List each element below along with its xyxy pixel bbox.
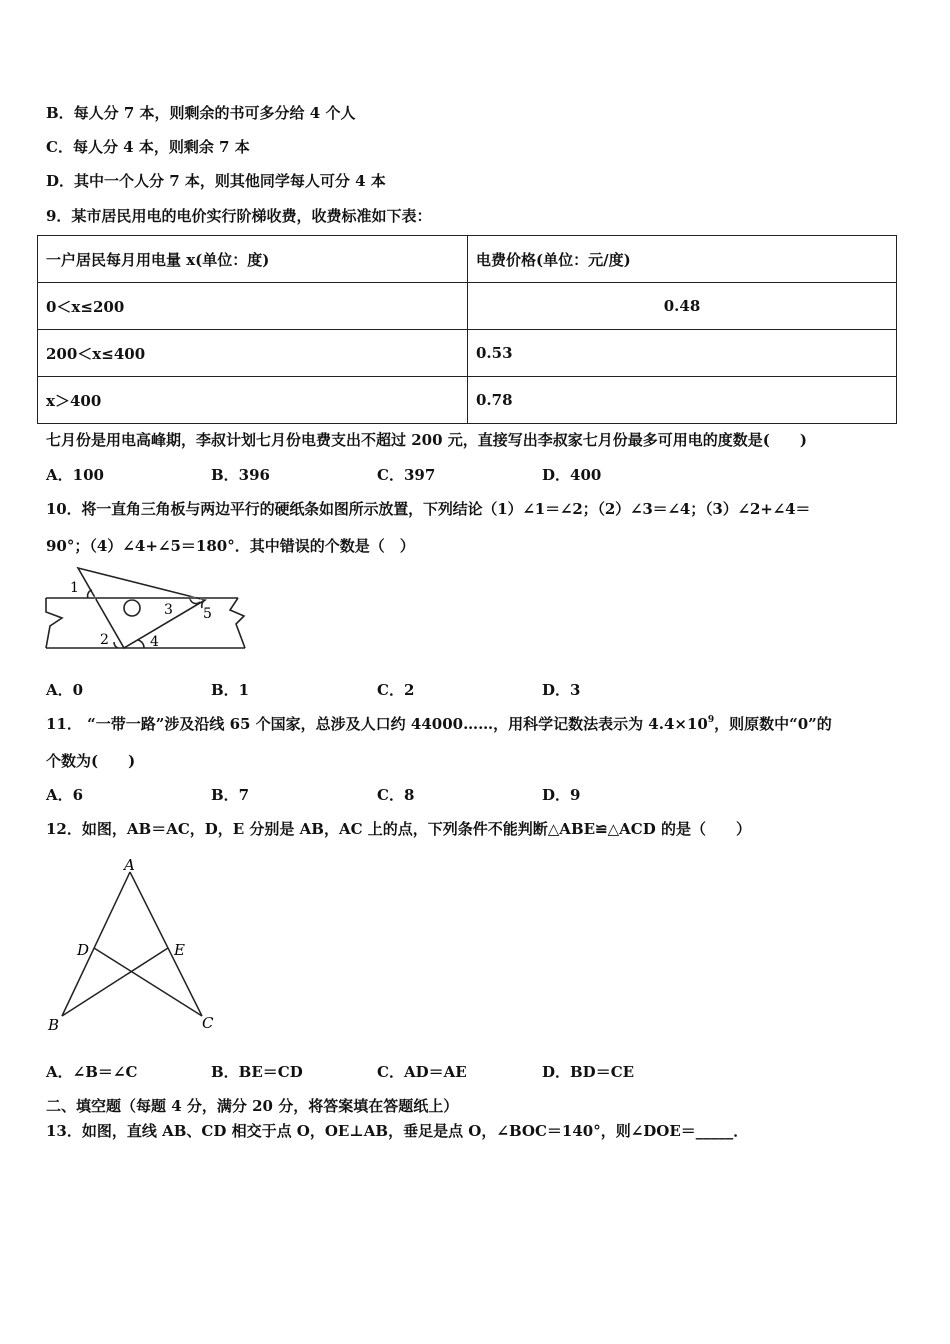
point-label-e: E xyxy=(174,941,185,959)
q11-option-b: B．7 xyxy=(211,786,250,804)
table-cell: 0＜x≤200 xyxy=(38,283,468,330)
table-row xyxy=(38,330,897,377)
vertex-label-c: C xyxy=(202,1014,214,1032)
q9-option-a: A．100 xyxy=(46,466,104,484)
q11-stem-pre: 11． “一带一路”涉及沿线 65 个国家，总涉及人口约 44000……，用科学记数法表示为 4.4×10 xyxy=(46,715,708,733)
q8-option-b: B．每人分 7 本，则剩余的书可多分给 4 个人 xyxy=(46,104,356,122)
table-cell: 0.78 xyxy=(468,377,897,424)
q9-option-d: D．400 xyxy=(542,466,602,484)
section-title: 二、填空题（每题 4 分，满分 20 分，将答案填在答题纸上） xyxy=(46,1097,459,1115)
q9-option-b: B．396 xyxy=(211,466,270,484)
q8-option-d: D．其中一个人分 7 本，则其他同学每人可分 4 本 xyxy=(46,172,386,190)
table-header-cell: 一户居民每月用电量 x(单位：度) xyxy=(38,236,468,283)
q11-option-c: C．8 xyxy=(377,786,415,804)
table-row xyxy=(38,283,897,330)
table-cell: 0.53 xyxy=(468,330,897,377)
table-cell: 200＜x≤400 xyxy=(38,330,468,377)
q12-option-c: C．AD＝AE xyxy=(377,1063,467,1081)
angle-label-1: 1 xyxy=(70,580,79,596)
q9-stem: 9．某市居民用电的电价实行阶梯收费，收费标准如下表： xyxy=(46,207,432,225)
q12-stem: 12．如图，AB＝AC，D，E 分别是 AB，AC 上的点，下列条件不能判断△ABE≌△ACD 的是（ ） xyxy=(46,820,751,838)
q9-question: 七月份是用电高峰期，李叔计划七月份电费支出不超过 200 元，直接写出李叔家七月份最多可用电的度数是( ) xyxy=(46,431,807,449)
angle-label-4: 4 xyxy=(150,634,159,650)
q10-option-d: D．3 xyxy=(542,681,581,699)
q13-stem: 13．如图，直线 AB、CD 相交于点 O，OE⊥AB，垂足是点 O，∠BOC＝140°，则∠DOE＝_____． xyxy=(46,1122,749,1140)
point-label-d: D xyxy=(77,941,90,959)
isosceles-triangle-figure xyxy=(40,852,230,1037)
table-row xyxy=(38,377,897,424)
triangle-strip-figure xyxy=(40,562,250,657)
q12-option-d: D．BD＝CE xyxy=(542,1063,635,1081)
q10-option-b: B．1 xyxy=(211,681,250,699)
q11-exponent: 9 xyxy=(707,715,715,725)
angle-label-2: 2 xyxy=(100,632,109,648)
q10-stem-line1: 10．将一直角三角板与两边平行的硬纸条如图所示放置，下列结论（1）∠1＝∠2；（2）∠3＝∠4；（3）∠2+∠4＝ xyxy=(46,500,811,518)
q8-option-c: C．每人分 4 本，则剩余 7 本 xyxy=(46,138,250,156)
angle-label-5: 5 xyxy=(203,606,212,622)
q10-option-a: A．0 xyxy=(46,681,84,699)
q11-stem-line1 xyxy=(46,714,832,734)
q11-option-a: A．6 xyxy=(46,786,84,804)
table-cell: x＞400 xyxy=(38,377,468,424)
q11-stem-post: ，则原数中“0”的 xyxy=(714,715,832,733)
q10-stem-line2: 90°；（4）∠4+∠5＝180°．其中错误的个数是（ ） xyxy=(46,537,415,555)
table-header-cell: 电费价格(单位：元/度) xyxy=(468,236,897,283)
electricity-price-table xyxy=(37,235,897,424)
q11-option-d: D．9 xyxy=(542,786,581,804)
vertex-label-a: A xyxy=(124,856,135,874)
q12-option-b: B．BE＝CD xyxy=(211,1063,303,1081)
q12-option-a: A．∠B＝∠C xyxy=(46,1063,138,1081)
q10-option-c: C．2 xyxy=(377,681,415,699)
q9-option-c: C．397 xyxy=(377,466,436,484)
q11-stem-line2: 个数为( ) xyxy=(46,752,136,770)
table-header-row xyxy=(38,236,897,283)
table-cell: 0.48 xyxy=(468,283,897,330)
angle-label-3: 3 xyxy=(164,602,173,618)
vertex-label-b: B xyxy=(48,1016,60,1034)
